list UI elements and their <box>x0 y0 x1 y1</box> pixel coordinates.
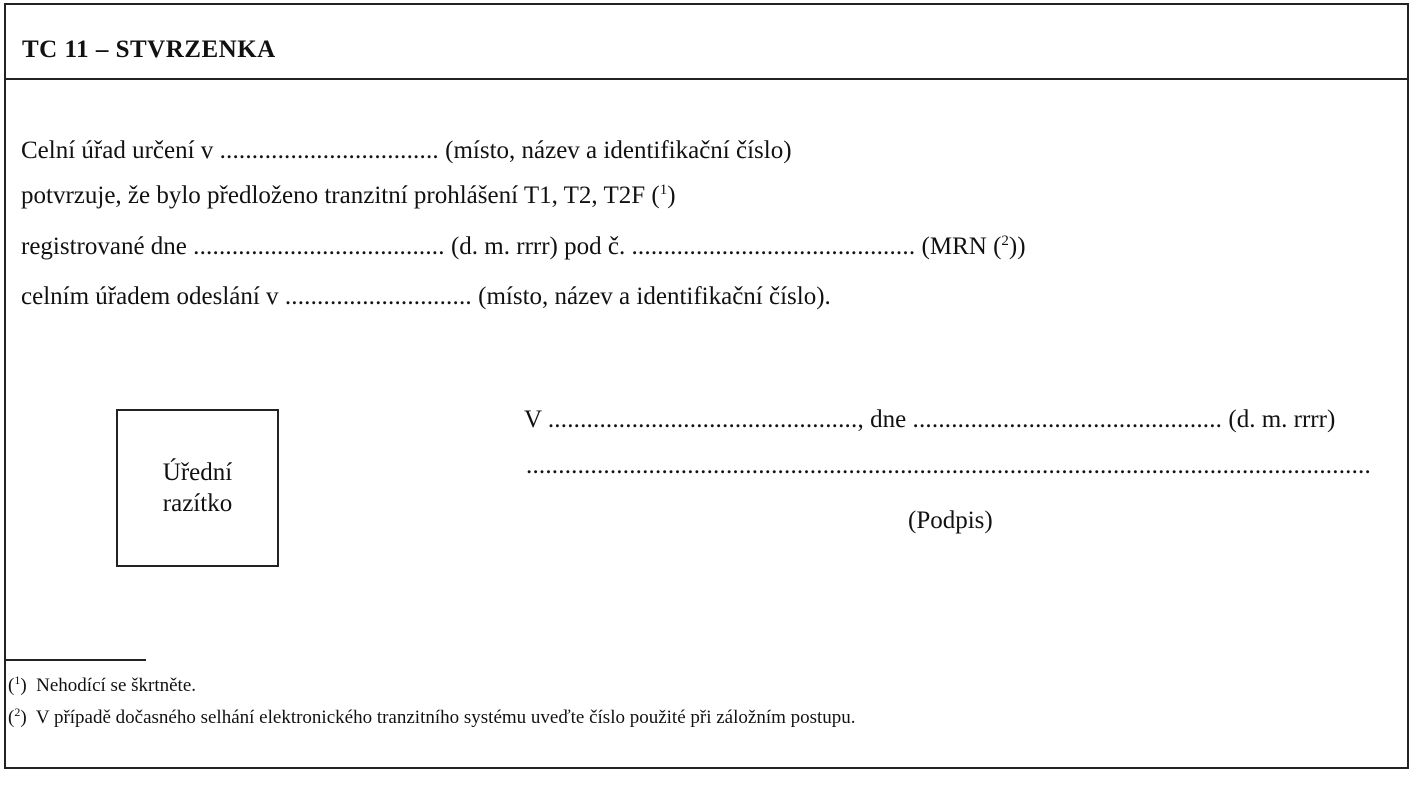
mrn-label: (MRN ( <box>921 233 1002 260</box>
confirmation-close: ) <box>667 182 676 209</box>
registration-date-blank: ....................................... <box>193 233 445 260</box>
office-of-departure-label: celním úřadem odeslání v <box>21 283 279 310</box>
place-blank: ................................................, <box>547 406 864 433</box>
office-of-destination-hint: (místo, název a identifikační číslo) <box>445 137 792 164</box>
official-stamp-box <box>116 409 279 567</box>
footnote-2-text: V případě dočasného selhání elektronického tranzitního systému uveďte číslo použité při záložním postupu. <box>35 707 856 728</box>
footnote-2: ($^2$) V případě dočasného selhání elektronického tranzitního systému uveďte číslo použité při záložním postupu. <box>8 705 856 728</box>
registration-number-blank: ............................................ <box>631 233 916 260</box>
place-label: V <box>524 406 542 433</box>
form-header <box>6 5 1407 80</box>
stamp-label-line2: razítko <box>162 490 233 517</box>
footnote-2-number: 2 <box>14 705 21 719</box>
office-of-destination-line <box>21 137 792 165</box>
date-label: dne <box>870 406 907 433</box>
footnote-1-text: Nehodící se škrtněte. <box>36 675 197 696</box>
place-date-line <box>524 406 1335 434</box>
footnote-ref-1: 1 <box>659 182 668 198</box>
form-title: TC 11 – STVRZENKA <box>22 36 276 63</box>
registration-line <box>21 233 1026 261</box>
office-of-destination-label: Celní úřad určení v <box>21 137 214 164</box>
signature-label: (Podpis) <box>908 507 993 534</box>
registration-number-label: (d. m. rrrr) pod č. <box>450 233 626 260</box>
footnote-divider <box>6 659 146 661</box>
receipt-form <box>4 3 1409 769</box>
footnote-ref-2: 2 <box>1001 233 1009 249</box>
footnote-1-number: 1 <box>14 673 21 687</box>
signature-blank: ................................................................................................................................... <box>526 452 1371 479</box>
mrn-close: )) <box>1008 233 1026 260</box>
office-of-departure-line <box>21 283 831 311</box>
date-format-hint: (d. m. rrrr) <box>1228 406 1336 433</box>
stamp-label-line1: Úřední <box>162 459 233 486</box>
date-blank: ................................................ <box>912 406 1223 433</box>
office-of-departure-blank: ............................. <box>284 283 472 310</box>
registration-label: registrované dne <box>21 233 187 260</box>
office-of-departure-hint: (místo, název a identifikační číslo). <box>478 283 831 310</box>
confirmation-text: potvrzuje, že bylo předloženo tranzitní prohlášení T1, T2, T2F ( <box>21 182 660 209</box>
office-of-destination-blank: .................................. <box>219 137 439 164</box>
confirmation-line <box>21 182 676 210</box>
footnote-1: ($^1$) Nehodící se škrtněte. <box>8 673 197 696</box>
